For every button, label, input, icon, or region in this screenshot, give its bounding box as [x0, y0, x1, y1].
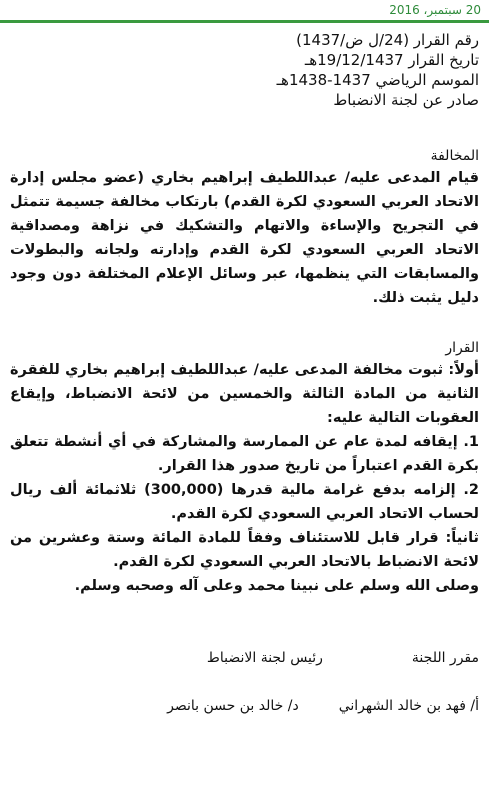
- decision-date: تاريخ القرار 19/12/1437هـ: [304, 51, 479, 69]
- decision-issuer: صادر عن لجنة الانضباط: [333, 91, 479, 109]
- ruling-closing: وصلى الله وسلم على نبينا محمد وعلى آله وصحبه وسلم.: [74, 578, 479, 594]
- signature-titles: مقرر اللجنة رئيس لجنة الانضباط: [206, 650, 479, 666]
- ruling-first: أولاً: ثبوت مخالفة المدعى عليه/ عبداللطيف إبراهيم بخاري للفقرة الثانية من المادة الثالثة والخمسين من لائحة الانضباط، وإيقاع العقوبات التالية عليه:: [10, 362, 479, 426]
- decision-number: رقم القرار (24/ل ض/1437): [296, 31, 479, 49]
- ruling-item-2: 2. إلزامه بدفع غرامة مالية قدرها (300,000) ثلاثمائة ألف ريال لحساب الاتحاد العربي السعودي لكرة القدم.: [10, 482, 480, 522]
- ruling-second: ثانياً: قرار قابل للاستئناف وفقاً للمادة المائة وستة وعشرين من لائحة الانضباط بالاتحاد العربي السعودي لكرة القدم.: [10, 530, 479, 570]
- ruling-item-1: 1. إيقافه لمدة عام عن الممارسة والمشاركة في أي أنشطة تتعلق بكرة القدم اعتباراً من تاريخ صدور هذا القرار.: [10, 434, 479, 474]
- header-divider: [0, 20, 489, 23]
- decision-season: الموسم الرياضي 1437-1438هـ: [276, 71, 479, 89]
- signature-names: أ/ فهد بن خالد الشهراني د/ خالد بن حسن بانصر: [167, 698, 479, 714]
- decision-document: [10, 30, 479, 716]
- violation-title: المخالفة: [430, 148, 479, 164]
- ruling-title: القرار: [445, 340, 479, 356]
- violation-text: قيام المدعى عليه/ عبداللطيف إبراهيم بخاري (عضو مجلس إدارة الاتحاد العربي السعودي لكرة القدم) بارتكاب مخالفة جسيمة تتمثل في التجريح والإساءة والاتهام والتشكيك في نزاهة ومصداقية الاتحاد العربي السعودي لكرة القدم وإدارته ولجانه والبطولات والمسابقات التي ينظمها، عبر وسائل الإعلام المختلفة دون وجود دليل يثبت ذلك.: [10, 170, 479, 306]
- date-label: 20 سبتمبر، 2016: [389, 3, 481, 17]
